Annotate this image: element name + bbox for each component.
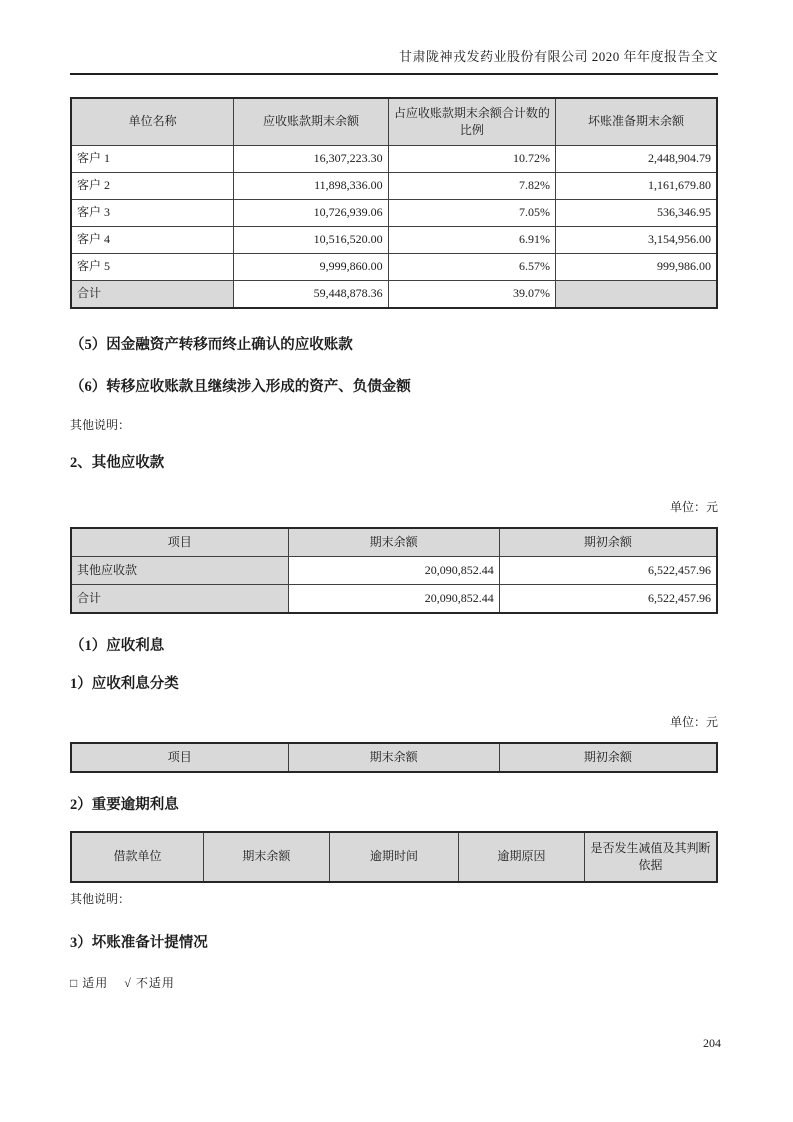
- other-receivables-heading: 2、其他应收款: [70, 455, 165, 471]
- applicable-label: 适用: [82, 976, 109, 990]
- document-header-title: 甘肃陇神戎发药业股份有限公司 2020 年年度报告全文: [70, 0, 718, 75]
- interest-receivable-heading: （1）应收利息: [70, 638, 165, 654]
- ratio-value: 7.05%: [388, 200, 555, 227]
- ending-balance-value: 11,898,336.00: [234, 173, 388, 200]
- col-header-beginning-balance: 期初余额: [499, 743, 717, 772]
- customer-name: 客户 1: [71, 146, 234, 173]
- receivables-by-customer-table: [70, 97, 718, 309]
- customer-name: 客户 5: [71, 254, 234, 281]
- ending-balance-value: 10,726,939.06: [234, 200, 388, 227]
- page-number: 204: [703, 1036, 721, 1050]
- col-header-borrower: 借款单位: [71, 832, 203, 882]
- col-header-ratio: 占应收账款期末余额合计数的比例: [388, 98, 555, 146]
- total-ratio: 39.07%: [388, 281, 555, 309]
- bad-debt-value: 2,448,904.79: [555, 146, 717, 173]
- col-header-unit-name: 单位名称: [71, 98, 234, 146]
- unit-label: 单位：元: [669, 715, 718, 729]
- col-header-ending-balance: 期末余额: [288, 528, 499, 557]
- table-header-row: [71, 743, 717, 772]
- ending-balance-value: 9,999,860.00: [234, 254, 388, 281]
- bad-debt-provision-heading: 3）坏账准备计提情况: [70, 935, 208, 951]
- col-header-overdue-time: 逾期时间: [329, 832, 458, 882]
- total-bad-debt: [555, 281, 717, 309]
- ending-balance-value: 10,516,520.00: [234, 227, 388, 254]
- bad-debt-value: 1,161,679.80: [555, 173, 717, 200]
- bad-debt-value: 3,154,956.00: [555, 227, 717, 254]
- table-row: [71, 227, 717, 254]
- col-header-overdue-reason: 逾期原因: [459, 832, 585, 882]
- customer-name: 客户 3: [71, 200, 234, 227]
- unit-label: 单位：元: [669, 500, 718, 514]
- col-header-ending-balance: 应收账款期末余额: [234, 98, 388, 146]
- other-note: 其他说明：: [70, 892, 131, 906]
- applicability-line: [70, 975, 718, 991]
- table-row: [71, 173, 717, 200]
- section-6-heading: （6）转移应收账款且继续涉入形成的资产、负债金额: [70, 379, 411, 395]
- ratio-value: 7.82%: [388, 173, 555, 200]
- overdue-interest-heading: 2）重要逾期利息: [70, 797, 179, 813]
- total-label: 合计: [71, 281, 234, 309]
- col-header-item: 项目: [71, 743, 288, 772]
- col-header-ending-balance: 期末余额: [203, 832, 329, 882]
- ratio-value: 6.91%: [388, 227, 555, 254]
- not-applicable-label: 不适用: [135, 976, 175, 990]
- interest-classification-heading: 1）应收利息分类: [70, 676, 179, 692]
- total-ending-balance: 20,090,852.44: [288, 585, 499, 614]
- ending-balance-value: 16,307,223.30: [234, 146, 388, 173]
- total-ending-balance: 59,448,878.36: [234, 281, 388, 309]
- interest-classification-table: [70, 742, 718, 773]
- table-row: [71, 200, 717, 227]
- col-header-beginning-balance: 期初余额: [499, 528, 717, 557]
- table-header-row: [71, 832, 717, 882]
- table-header-row: [71, 98, 717, 146]
- table-row: [71, 146, 717, 173]
- section-5-heading: （5）因金融资产转移而终止确认的应收账款: [70, 337, 353, 353]
- checkbox-unchecked-icon: □: [70, 976, 79, 990]
- col-header-bad-debt: 坏账准备期末余额: [555, 98, 717, 146]
- ratio-value: 6.57%: [388, 254, 555, 281]
- customer-name: 客户 2: [71, 173, 234, 200]
- table-header-row: [71, 528, 717, 557]
- bad-debt-value: 536,346.95: [555, 200, 717, 227]
- table-row: [71, 557, 717, 585]
- ending-balance-value: 20,090,852.44: [288, 557, 499, 585]
- other-note: 其他说明：: [70, 418, 131, 432]
- overdue-interest-table: [70, 831, 718, 883]
- item-label: 其他应收款: [71, 557, 288, 585]
- ratio-value: 10.72%: [388, 146, 555, 173]
- total-label: 合计: [71, 585, 288, 614]
- col-header-ending-balance: 期末余额: [288, 743, 499, 772]
- beginning-balance-value: 6,522,457.96: [499, 557, 717, 585]
- table-row: [71, 254, 717, 281]
- bad-debt-value: 999,986.00: [555, 254, 717, 281]
- table-total-row: [71, 281, 717, 309]
- customer-name: 客户 4: [71, 227, 234, 254]
- col-header-item: 项目: [71, 528, 288, 557]
- col-header-impairment-basis: 是否发生减值及其判断依据: [585, 832, 717, 882]
- total-beginning-balance: 6,522,457.96: [499, 585, 717, 614]
- check-mark-icon: √: [124, 976, 132, 990]
- other-receivables-table: [70, 527, 718, 614]
- table-total-row: [71, 585, 717, 614]
